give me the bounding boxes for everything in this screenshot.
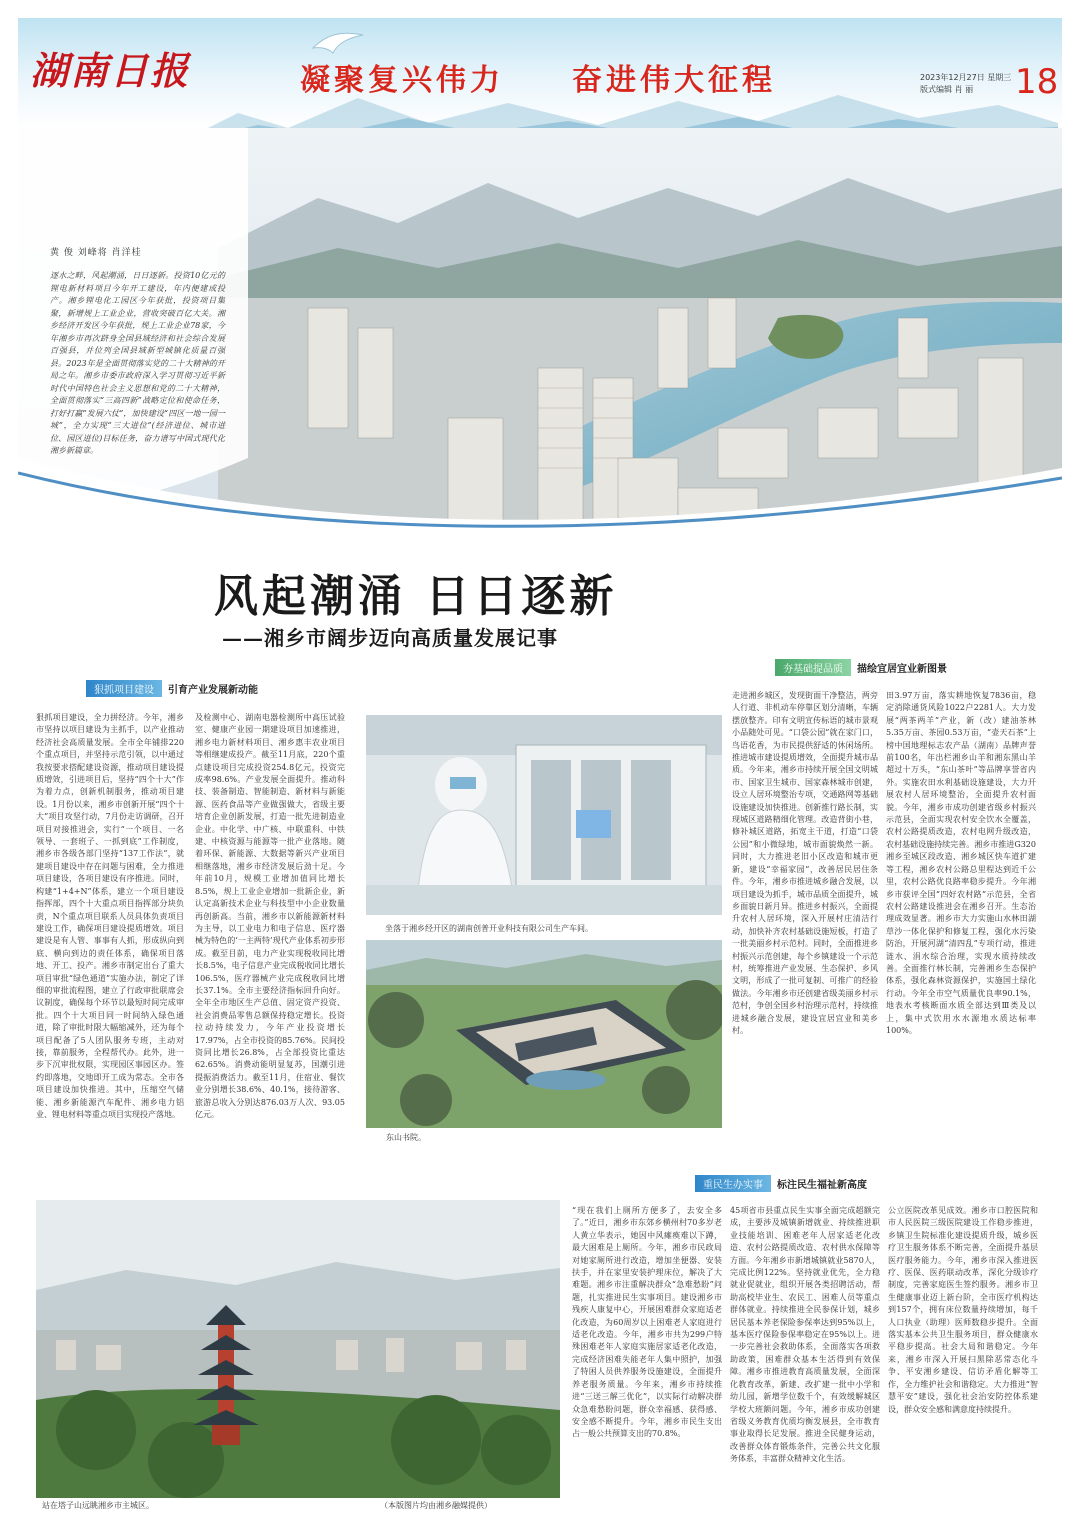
factory-illustration <box>366 715 722 915</box>
column-6: 45项省市县重点民生实事全面完成超额完成，主要涉及城镇新增就业、持续推进职业技能培训、困难老年人居家适老化改造、农村公路提质改造、农村供水保障等方面。今年湘乡市新增城镇就业5870人，完成比例122%。坚持就业优先，全力稳就业促就业，组织开展各类招聘活动，帮助高校毕业生、农民工、困难人员等重点群体就业。持续推进全民参保计划，城乡居民基本养老保险参保率达到95%以上，基本医疗保险参保率稳定在95%以上。进一步完善社会救助体系，全面落实各项救助政策，困难群众基本生活得到有效保障。湘乡市推进教育高质量发展，全面深化教育改革，新建、改扩建一批中小学和幼儿园，新增学位数千个，有效缓解城区学校大班额问题。今年，湘乡市成功创建省级义务教育优质均衡发展县，全市教育事业取得长足发展。推进全民健身运动，改善群众体育锻炼条件，完善公共文化服务体系，丰富群众精神文化生活。 <box>730 1206 880 1464</box>
column-3: 走进湘乡城区，发现街面干净整洁，两旁人行道、非机动车停靠区划分清晰，车辆摆放整齐。印有文明宣传标语的城市景观小品随处可见。“口袋公园”就在家门口，鸟语花香，为市民提供舒适的休闲场所。推进城市建设提质增效，全面提升城市品质。今年来，湘乡市持续开展全国文明城市、国家卫生城市、国家森林城市创建，设立人居环境整治专项，交通路网等基础设施建设加快推进。创新推行路长制，实现城区道路精细化管理。改造背街小巷，修补城区道路，拓宽主干道，打造“口袋公园”和小微绿地，城市面貌焕然一新。同时，大力推进老旧小区改造和城市更新，建设“幸福家园”，改善居民居住条件。今年，湘乡市推进城乡融合发展，以项目建设为抓手，城市品质全面提升，城乡面貌日新月异。推进乡村振兴，全面提升农村人居环境，深入开展村庄清洁行动，加快补齐农村基础设施短板，打造了一批美丽乡村示范村。同时，全面推进乡村振兴示范创建，每个乡镇建设一个示范村，统筹推进产业发展、生态保护、乡风文明，形成了一批可复制、可推广的经验做法。今年湘乡市还创建省级美丽乡村示范村，争创全国乡村治理示范村，持续推进城乡融合发展，建设宜居宜业和美乡村。 <box>732 691 878 1035</box>
academy-illustration <box>366 940 722 1128</box>
section-heading: 描绘宜居宜业新图景 <box>857 664 947 675</box>
issue-date: 2023年12月27日 星期三 <box>920 73 1012 82</box>
issue-editors: 版式编辑 肖 丽 <box>920 85 974 94</box>
issue-info <box>920 72 1011 96</box>
pagoda-photo <box>36 1200 560 1498</box>
section-head-projects <box>86 678 258 697</box>
page-number: 18 <box>1015 62 1059 102</box>
masthead-logo: 湖南日报 <box>30 48 191 93</box>
column-4: 田3.97万亩，落实耕地恢复7836亩，稳定消除通货风险1022户2281人。大力发展“两茶两羊”产业，新（改）建油茶林5.35万亩、茶园0.53万亩，“壶天石茶”上榜中国地理标志农产品（湖南）品牌声誉前100名，年出栏湘乡山羊和湘东黑山羊超过十万头，“东山茶叶”等品牌享誉省内外。实施农田水利基础设施建设，大力开展农村人居环境整治，全面提升农村面貌。今年，湘乡市成功创建省级乡村振兴示范县，全面实现农村安全饮水全覆盖，农村公路提质改造，农村电网升级改造，农村基础设施持续完善。湘乡市推进G320湘乡至城区段改造、湘乡城区快车道扩建等工程，湘乡农村公路总里程达到近千公里，农村公路优良路率稳步提升。今年湘乡市获评全国“四好农村路”示范县，全省农村公路建设推进会在湘乡召开。生态治理成效显著。湘乡市大力实施山水林田湖草沙一体化保护和修复工程，强化水污染防治，开展河湖“清四乱”专项行动，推进涟水、涓水综合治理，实现水质持续改善。全面推行林长制，完善湘乡生态保护体系，强化森林资源保护，实施国土绿化行动。今年全市空气质量优良率90.1%，地表水考核断面水质全部达到Ⅲ类及以上，集中式饮用水水源地水质达标率100%。 <box>886 691 1036 1035</box>
column-1: 狠抓项目建设，全力拼经济。今年，湘乡市坚持以项目建设为主抓手，以产业推动经济社会高质量发展。全市全年铺排220个重点项目，并坚持示范引领，以中通过我按要求搭配建设资源，推动项目建设提质增效，引进项目后，坚持“四个十大”作为着力点，创新机制服务，推动项目建设。1月份以来，湘乡市创新开展“四个十大”项目攻坚行动，7月份走访调研，召开项目对接推进会，实行“一个项目、一名领导、一套班子、一抓到底”工作制度，湘乡市各级各部门坚持“137工作法”，就建项目建设中存在问题与困难，全力推进项目建设，各项目建设有序推进。同时，构建“1+4+N”体系，建立一个项目建设指挥部，四个十大重点项目指挥部分块负责，N个重点项目联系人员具体负责项目建设工作，确保项目建设提质增效。项目建设是有人管、事事有人抓，形成纵向到底、横向到边的责任体系，确保项目落地、开工、投产。湘乡市制定出台了重大项目审批“绿色通道”实施办法，制定了详细的审批流程图，建立了行政审批联席会议制度，确保每个环节以最短时间完成审批。四个十大项目同一时间纳入绿色通道，除了审批时限大幅缩减外，还为每个项目配备了5人团队服务专班，主动对接，靠前服务，全程帮代办。此外，进一步下沉审批权限，实现园区事园区办。签约即落地，交地即开工成为常态。全市各项目建设加快推进。其中，压缩空气储能、湘乡新能源汽车配件、湘乡电力铝业、锂电材料等重点项目实现投产落地。 <box>36 713 184 1119</box>
article-subtitle: ——湘乡市阔步迈向高质量发展记事 <box>222 626 558 650</box>
column-2: 及检测中心、湖南电器检测所中高压试验室、健康产业园一期建设项目加速推进，湘乡电力新材料项目、湘乡惠丰农业项目等相继建成投产。截至11月底，220个重点建设项目完成投资254.8亿元，投资完成率98.6%。产业发展全面提升。推动科技、装备制造、智能制造、新材料与新能源、医药食品等产业做强做大，省级主要培育企业创新发展，打造一批先进制造业企业。中化学、中广核、中联重科、中铁建、中核资源与能源等一批产业落地。随着环保、新能源、大数据等新兴产业项目相继落地，湘乡市经济发展后劲十足。今年前10月，规模工业增加值同比增长8.5%，规上工业企业增加一批新企业，新认定高新技术企业与科技型中小企业数量再创新高。当前，湘乡市以新能源新材料为主导，以工业电力和电子信息、医疗器械为特色的‘一主两特’现代产业体系初步形成。截至目前，电力产业实现税收同比增长8.5%，电子信息产业完成税收同比增长106.5%，医疗器械产业完成税收同比增长37.1%。全市主要经济指标回升向好。全年全市地区生产总值、固定资产投资、社会消费品零售总额保持稳定增长。投资拉动持续发力，今年产业投资增长17.97%，占全市投资的85.76%。民间投资同比增长26.8%，占全部投资比重达62.65%。消费动能明显复苏，国潮引进提振消费活力。截至11月，住宿业、餐饮业分别增长38.6%、40.1%，接待游客、旅游总收入分别达876.03万人次、93.05亿元。 <box>195 713 345 1119</box>
section-head-livelihood <box>695 1173 867 1192</box>
column-5: “现在我们上厕所方便多了，去安全多了。”近日，湘乡市东郊乡横州村70多岁老人黄立华表示，她因中风瘫痪难以下蹲，最大困难是上厕所。今年，湘乡市民政局对她家厕所进行改造，增加坐便器、安装扶手，并在家里安装护理床位，解决了大难题。湘乡市注重解决群众“急难愁盼”问题，扎实推进民生实事项目。建设湘乡市残疾人康复中心，开展困难群众家庭适老化改造，为60周岁以上困难老人家庭进行适老化改造。今年，湘乡市共为299户特殊困难老年人家庭实施居家适老化改造，完成经济困难失能老年人集中照护，加强了特困人员供养服务设施建设，全面提升养老服务质量。今年来，湘乡市持续推进“三送三解三优化”，以实际行动解决群众急难愁盼问题，群众幸福感、获得感、安全感不断提升。今年，湘乡市民生支出占一般公共预算支出的70.8%。 <box>572 1206 722 1439</box>
section-tag: 重民生办实事 <box>695 1175 771 1192</box>
article-authors: 黄 俊 刘峰将 肖洋桂 <box>50 248 142 258</box>
section-heading: 引育产业发展新动能 <box>168 685 258 696</box>
article-lead: 逐水之畔，风起潮涌，日日逐新。投资10亿元的锂电新材料项目今年开工建设，年内便建成投产。湘乡锂电化工园区今年获批，投资项目集聚，新增规上工业企业，营收突破百亿大关。湘乡经济开发区今年获批，规上工业企业78家，今年湘乡市再次跻身全国县域经济和社会综合发展百强县，并位列全国县域新型城镇化质量百强县。2023年是全面贯彻落实党的二十大精神的开局之年。湘乡市委市政府深入学习贯彻习近平新时代中国特色社会主义思想和党的二十大精神，全面贯彻落实“三高四新”战略定位和使命任务，打好打赢“发展六仗”，加快建设“四区一地一园一城”，全力实现“三大进位”(经济进位、城市进位、园区进位)目标任务，奋力谱写中国式现代化湘乡新篇章。 <box>50 271 225 455</box>
section-heading: 标注民生福祉新高度 <box>777 1180 867 1191</box>
section-head-quality <box>775 657 947 676</box>
section-tag: 狠抓项目建设 <box>86 680 162 697</box>
factory-photo <box>366 715 722 915</box>
slogan-left: 凝聚复兴伟力 <box>300 63 504 98</box>
photo-credit: （本版图片均由湘乡融媒提供） <box>380 1501 492 1510</box>
column-7: 公立医院改革见成效。湘乡市口腔医院和市人民医院三级医院建设工作稳步推进，乡镇卫生院标准化建设提质升级，城乡医疗卫生服务体系不断完善，全面提升基层医疗服务能力。今年，湘乡市深入推进医疗、医保、医药联动改革，深化分级诊疗制度，完善家庭医生签约服务。湘乡市卫生健康事业迈上新台阶，全市医疗机构达到157个，拥有床位数量持续增加，每千人口执业（助理）医师数稳步提升。全面落实基本公共卫生服务项目，群众健康水平稳步提高。社会大局和谐稳定。今年来，湘乡市深入开展扫黑除恶常态化斗争、平安湘乡建设、信访矛盾化解等工作，全力维护社会和谐稳定。大力推进“智慧平安”建设，强化社会治安防控体系建设，群众安全感和满意度持续提升。 <box>888 1206 1038 1414</box>
pagoda-caption: 站在塔子山远眺湘乡市主城区。 <box>42 1501 154 1510</box>
section-tag: 夯基础提品质 <box>775 659 851 676</box>
pagoda-illustration <box>36 1200 560 1498</box>
academy-photo <box>366 940 722 1128</box>
academy-caption: 东山书院。 <box>386 1133 426 1142</box>
factory-caption: 坐落于湘乡经开区的湖南创普开业科技有限公司生产车间。 <box>385 924 593 933</box>
slogan-right: 奋进伟大征程 <box>572 63 776 98</box>
article-title: 风起潮涌 日日逐新 <box>214 571 618 622</box>
